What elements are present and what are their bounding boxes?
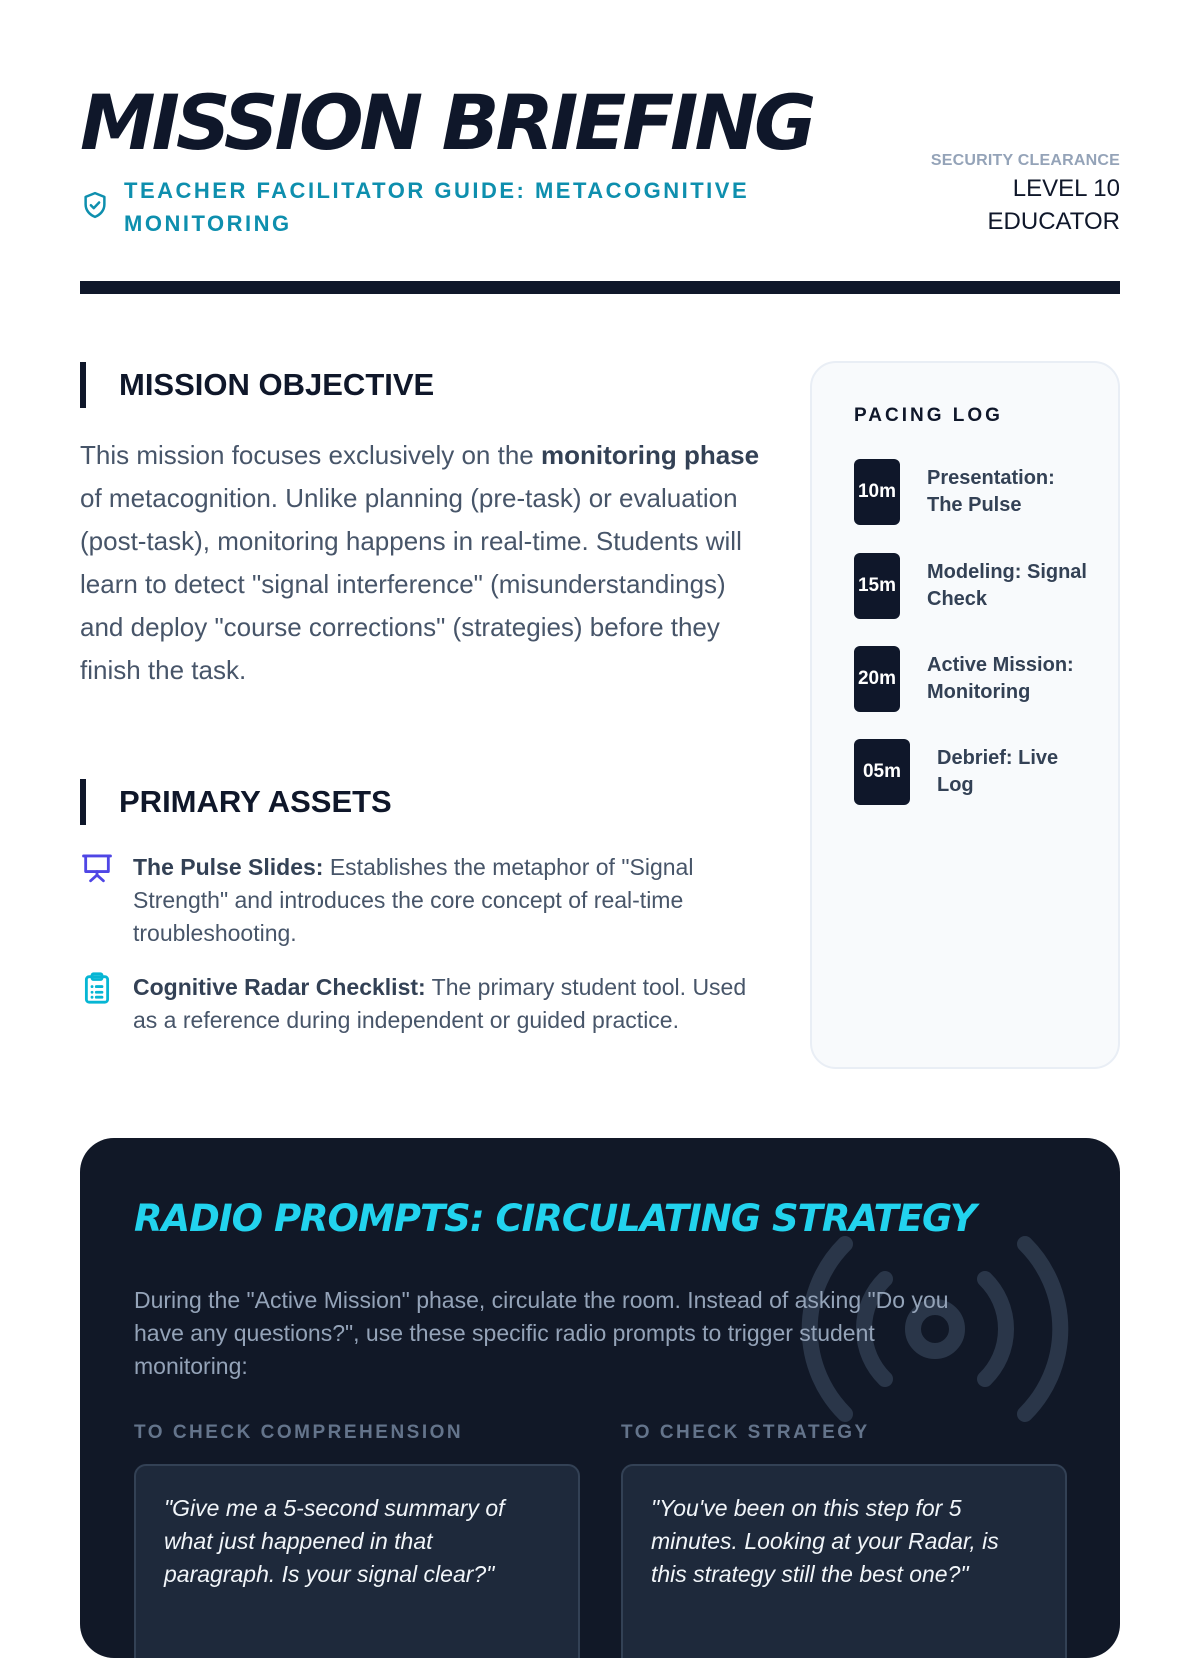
strategy-prompt-card [621, 1464, 1067, 1658]
asset-name: Cognitive Radar Checklist: [133, 974, 426, 1000]
strategy-heading: TO CHECK STRATEGY [621, 1422, 870, 1443]
radio-prompts-intro: During the "Active Mission" phase, circulate the room. Instead of asking "Do you have any questions?", use these specific radio prompts to trigger student monitoring: [134, 1287, 949, 1379]
pacing-item [854, 739, 1097, 805]
header-divider [80, 281, 1120, 294]
pacing-item [854, 459, 1087, 525]
asset-text [133, 971, 760, 1037]
comprehension-prompt-card [134, 1464, 580, 1658]
security-clearance [931, 150, 1120, 238]
header [80, 0, 1120, 294]
asset-description: Establishes the metaphor of "Signal Strength" and introduces the core concept of real-time troubleshooting. [133, 854, 694, 946]
document-page [80, 0, 1120, 1587]
pacing-log-title: PACING LOG [854, 405, 1003, 426]
duration-badge: 20m [854, 646, 900, 712]
objective-text-start: This mission focuses exclusively on the [80, 440, 541, 470]
primary-assets-heading: PRIMARY ASSETS [80, 779, 392, 825]
page-subtitle: TEACHER FACILITATOR GUIDE: METACOGNITIVE MONITORING [124, 178, 750, 236]
asset-text [133, 851, 760, 950]
subtitle-row [80, 174, 784, 240]
radio-prompts-panel [80, 1138, 1120, 1658]
prompt-text: "You've been on this step for 5 minutes. Looking at your Radar, is this strategy still the best one?" [651, 1495, 999, 1587]
pacing-item [854, 553, 1087, 619]
shield-check-icon [80, 190, 110, 220]
objective-text-end: of metacognition. Unlike planning (pre-task) or evaluation (post-task), monitoring happens in real-time. Students will learn to detect "signal interference" (misunderstandings) and deploy "course corrections" (strategies) before they finish the task. [80, 483, 742, 685]
pacing-item-label: Active Mission: Monitoring [927, 654, 1074, 703]
mission-objective-text [80, 434, 770, 692]
radio-prompts-title: RADIO PROMPTS: CIRCULATING STRATEGY [134, 1197, 976, 1240]
clearance-value: LEVEL 10 EDUCATOR [987, 175, 1120, 235]
objective-text-emphasis: monitoring phase [540, 440, 760, 470]
clipboard-list-icon [80, 971, 114, 1005]
asset-item-pulse-slides [80, 851, 760, 950]
pacing-item-label: Debrief: Live Log [937, 747, 1059, 796]
clearance-label: SECURITY CLEARANCE [930, 152, 1120, 169]
pacing-item-label: Presentation: The Pulse [927, 467, 1055, 516]
page-title: MISSION BRIEFING [80, 78, 813, 167]
pacing-item-label: Modeling: Signal Check [927, 561, 1087, 610]
duration-badge: 05m [854, 739, 910, 805]
comprehension-heading: TO CHECK COMPREHENSION [134, 1422, 464, 1443]
duration-badge: 10m [854, 459, 900, 525]
asset-item-radar-checklist [80, 971, 760, 1037]
duration-badge: 15m [854, 553, 900, 619]
prompt-text: "Give me a 5-second summary of what just happened in that paragraph. Is your signal clear?" [164, 1495, 505, 1587]
presentation-icon [80, 851, 114, 885]
asset-description: The primary student tool. Used as a reference during independent or guided practice. [133, 974, 747, 1033]
pacing-item [854, 646, 1087, 712]
pacing-log-card [810, 361, 1120, 1069]
mission-objective-heading: MISSION OBJECTIVE [80, 362, 434, 408]
asset-name: The Pulse Slides: [133, 854, 324, 880]
